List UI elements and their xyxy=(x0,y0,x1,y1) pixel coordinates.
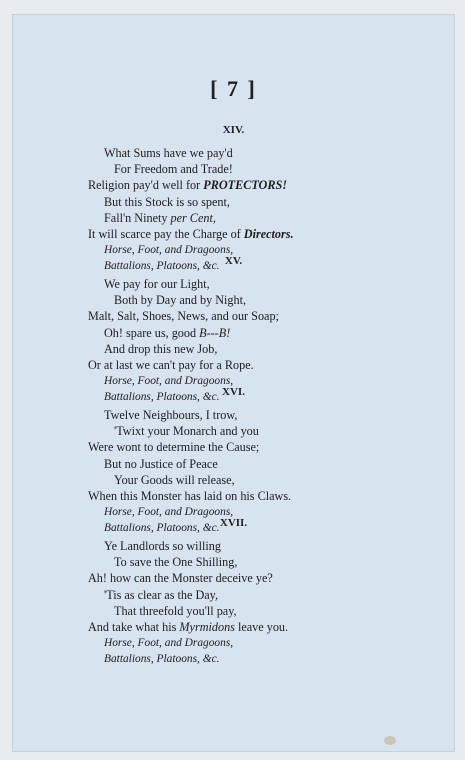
verse-line: Malt, Salt, Shoes, News, and our Soap; xyxy=(88,309,279,324)
verse-line: What Sums have we pay'd xyxy=(104,146,233,160)
emphasis-text: Myrmidons xyxy=(179,620,235,635)
verse-line: And drop this new Job, xyxy=(104,341,218,356)
verse-line: 'Tis as clear as the Day, xyxy=(104,587,219,602)
verse-line: When this Monster has laid on his Claws. xyxy=(88,489,292,504)
refrain-line: Battalions, Platoons, &c. xyxy=(104,522,220,535)
stanza-xvii xyxy=(12,517,455,668)
stanza-numeral: XVI. xyxy=(222,386,245,398)
refrain-line: Horse, Foot, and Dragoons, xyxy=(104,506,234,519)
stanza-numeral: XV. xyxy=(224,255,243,267)
verse-line: Ah! how can the Monster deceive ye? xyxy=(88,571,273,586)
verse-line: Both by Day and by Night, xyxy=(114,293,247,308)
verse-line: 'Twixt your Monarch and you xyxy=(114,424,259,439)
emphasis-text: Directors. xyxy=(243,227,294,242)
verse-line: And take what his Myrmidons leave you. xyxy=(88,620,289,635)
refrain-line: Horse, Foot, and Dragoons, xyxy=(104,375,234,388)
verse-line: We pay for our Light, xyxy=(104,277,210,291)
verse-line: Your Goods will release, xyxy=(114,472,235,487)
refrain-line: Battalions, Platoons, &c. xyxy=(104,391,220,404)
emphasis-text: per Cent, xyxy=(170,210,216,225)
verse-line: Religion pay'd well for PROTECTORS! xyxy=(88,178,288,193)
verse-line: But this Stock is so spent, xyxy=(104,194,230,209)
verse-line: To save the One Shilling, xyxy=(114,555,238,570)
stanza-xiv xyxy=(12,124,455,275)
document-page xyxy=(12,14,455,752)
verse-line: It will scarce pay the Charge of Directors. xyxy=(88,227,294,242)
verse-line: Fall'n Ninety per Cent, xyxy=(104,210,216,225)
stanza-xvi xyxy=(12,386,455,537)
verse-line: But no Justice of Peace xyxy=(104,456,218,471)
verse-line: Were wont to determine the Cause; xyxy=(88,440,260,455)
verse-line: Oh! spare us, good B---B! xyxy=(104,325,231,340)
stanza-numeral: XIV. xyxy=(222,124,245,136)
verse-line: For Freedom and Trade! xyxy=(114,162,233,177)
emphasis-text: PROTECTORS! xyxy=(203,178,288,193)
verse-line: Twelve Neighbours, I trow, xyxy=(104,408,238,422)
refrain-line: Battalions, Platoons, &c. xyxy=(104,653,220,666)
refrain-line: Battalions, Platoons, &c. xyxy=(104,260,220,273)
refrain-line: Horse, Foot, and Dragoons, xyxy=(104,244,234,257)
emphasis-text: B---B! xyxy=(199,325,231,340)
verse-line: That threefold you'll pay, xyxy=(114,603,237,618)
verse-line: Or at last we can't pay for a Rope. xyxy=(88,358,254,373)
verse-line: Ye Landlords so willing xyxy=(104,539,221,553)
stanza-xv xyxy=(12,255,455,406)
stanza-numeral: XVII. xyxy=(219,517,248,529)
refrain-line: Horse, Foot, and Dragoons, xyxy=(104,637,234,650)
paper-stain xyxy=(384,736,396,745)
page-number: [ 7 ] xyxy=(210,76,257,101)
